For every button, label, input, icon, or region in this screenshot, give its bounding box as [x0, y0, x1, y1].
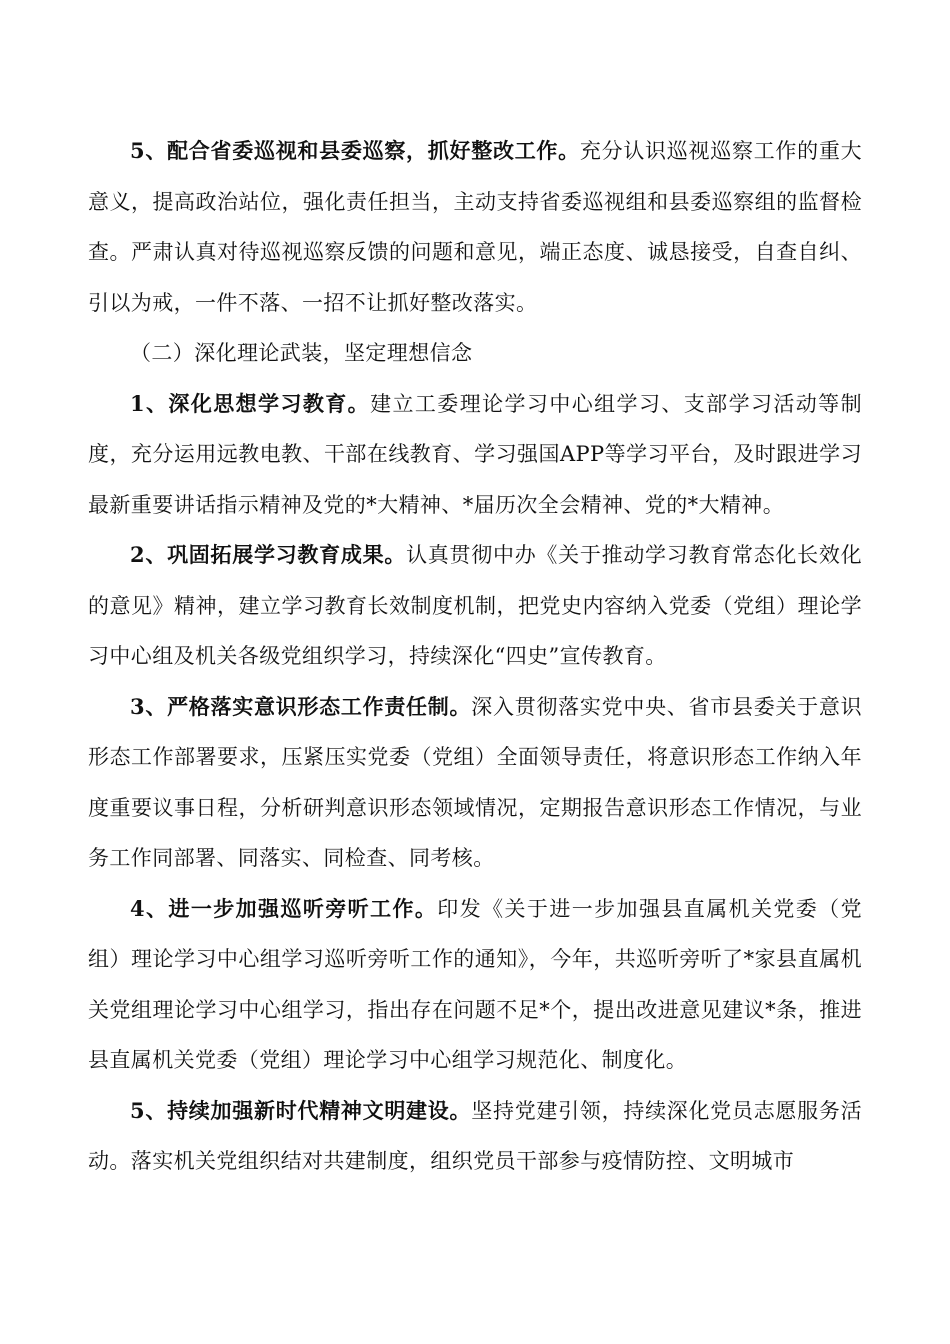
- paragraph-lead: 5、持续加强新时代精神文明建设。: [130, 1097, 472, 1123]
- paragraph-audit-sessions: [88, 884, 862, 1086]
- paragraph-lead: 2、巩固拓展学习教育成果。: [130, 542, 407, 567]
- paragraph-body: 建立工委理论学习中心组学习、支部学习活动等制度，充分运用远教电教、干部在线教育、学习强国APP等学习平台，及时跟进学习最新重要讲话指示精神及党的*大精神、*届历次全会精神、党的*大精神。: [88, 391, 862, 517]
- paragraph-civilization-building: [88, 1086, 862, 1187]
- paragraph-lead: 3、严格落实意识形态工作责任制。: [130, 693, 472, 719]
- paragraph-rectification: [88, 126, 862, 328]
- paragraph-body: 认真贯彻中办《关于推动学习教育常态化长效化的意见》精神，建立学习教育长效制度机制，把党史内容纳入党委（党组）理论学习中心组及机关各级党组织学习，持续深化“四史”宣传教育。: [88, 543, 862, 668]
- paragraph-consolidate-results: [88, 530, 862, 682]
- document-page: [88, 126, 862, 1187]
- paragraph-body: 深入贯彻落实党中央、省市县委关于意识形态工作部署要求，压紧压实党委（党组）全面领导责任，将意识形态工作纳入年度重要议事日程，分析研判意识形态领域情况，定期报告意识形态工作情况，与业务工作同部署、同落实、同检查、同考核。: [88, 694, 863, 870]
- paragraph-body: 坚持党建引领，持续深化党员志愿服务活动。落实机关党组织结对共建制度，组织党员干部参与疫情防控、文明城市: [88, 1098, 863, 1173]
- paragraph-lead: 4、进一步加强巡听旁听工作。: [130, 895, 438, 921]
- paragraph-lead: 5、配合省委巡视和县委巡察，抓好整改工作。: [130, 138, 580, 163]
- paragraph-lead: 1、深化思想学习教育。: [130, 390, 371, 416]
- paragraph-ideology-responsibility: [88, 682, 862, 884]
- section-heading: （二）深化理论武装，坚定理想信念: [130, 341, 473, 365]
- paragraph-study-education: [88, 379, 862, 531]
- paragraph-body: 充分认识巡视巡察工作的重大意义，提高政治站位，强化责任担当，主动支持省委巡视组和县委巡察组的监督检查。严肃认真对待巡视巡察反馈的问题和意见，端正态度、诚恳接受，自查自纠、引以为戒，一件不落、一招不让抓好整改落实。: [88, 139, 862, 315]
- paragraph-body: 印发《关于进一步加强县直属机关党委（党组）理论学习中心组学习巡听旁听工作的通知》，今年，共巡听旁听了*家县直属机关党组理论学习中心组学习，指出存在问题不足*个，提出改进意见建议*条，推进县直属机关党委（党组）理论学习中心组学习规范化、制度化。: [88, 896, 862, 1072]
